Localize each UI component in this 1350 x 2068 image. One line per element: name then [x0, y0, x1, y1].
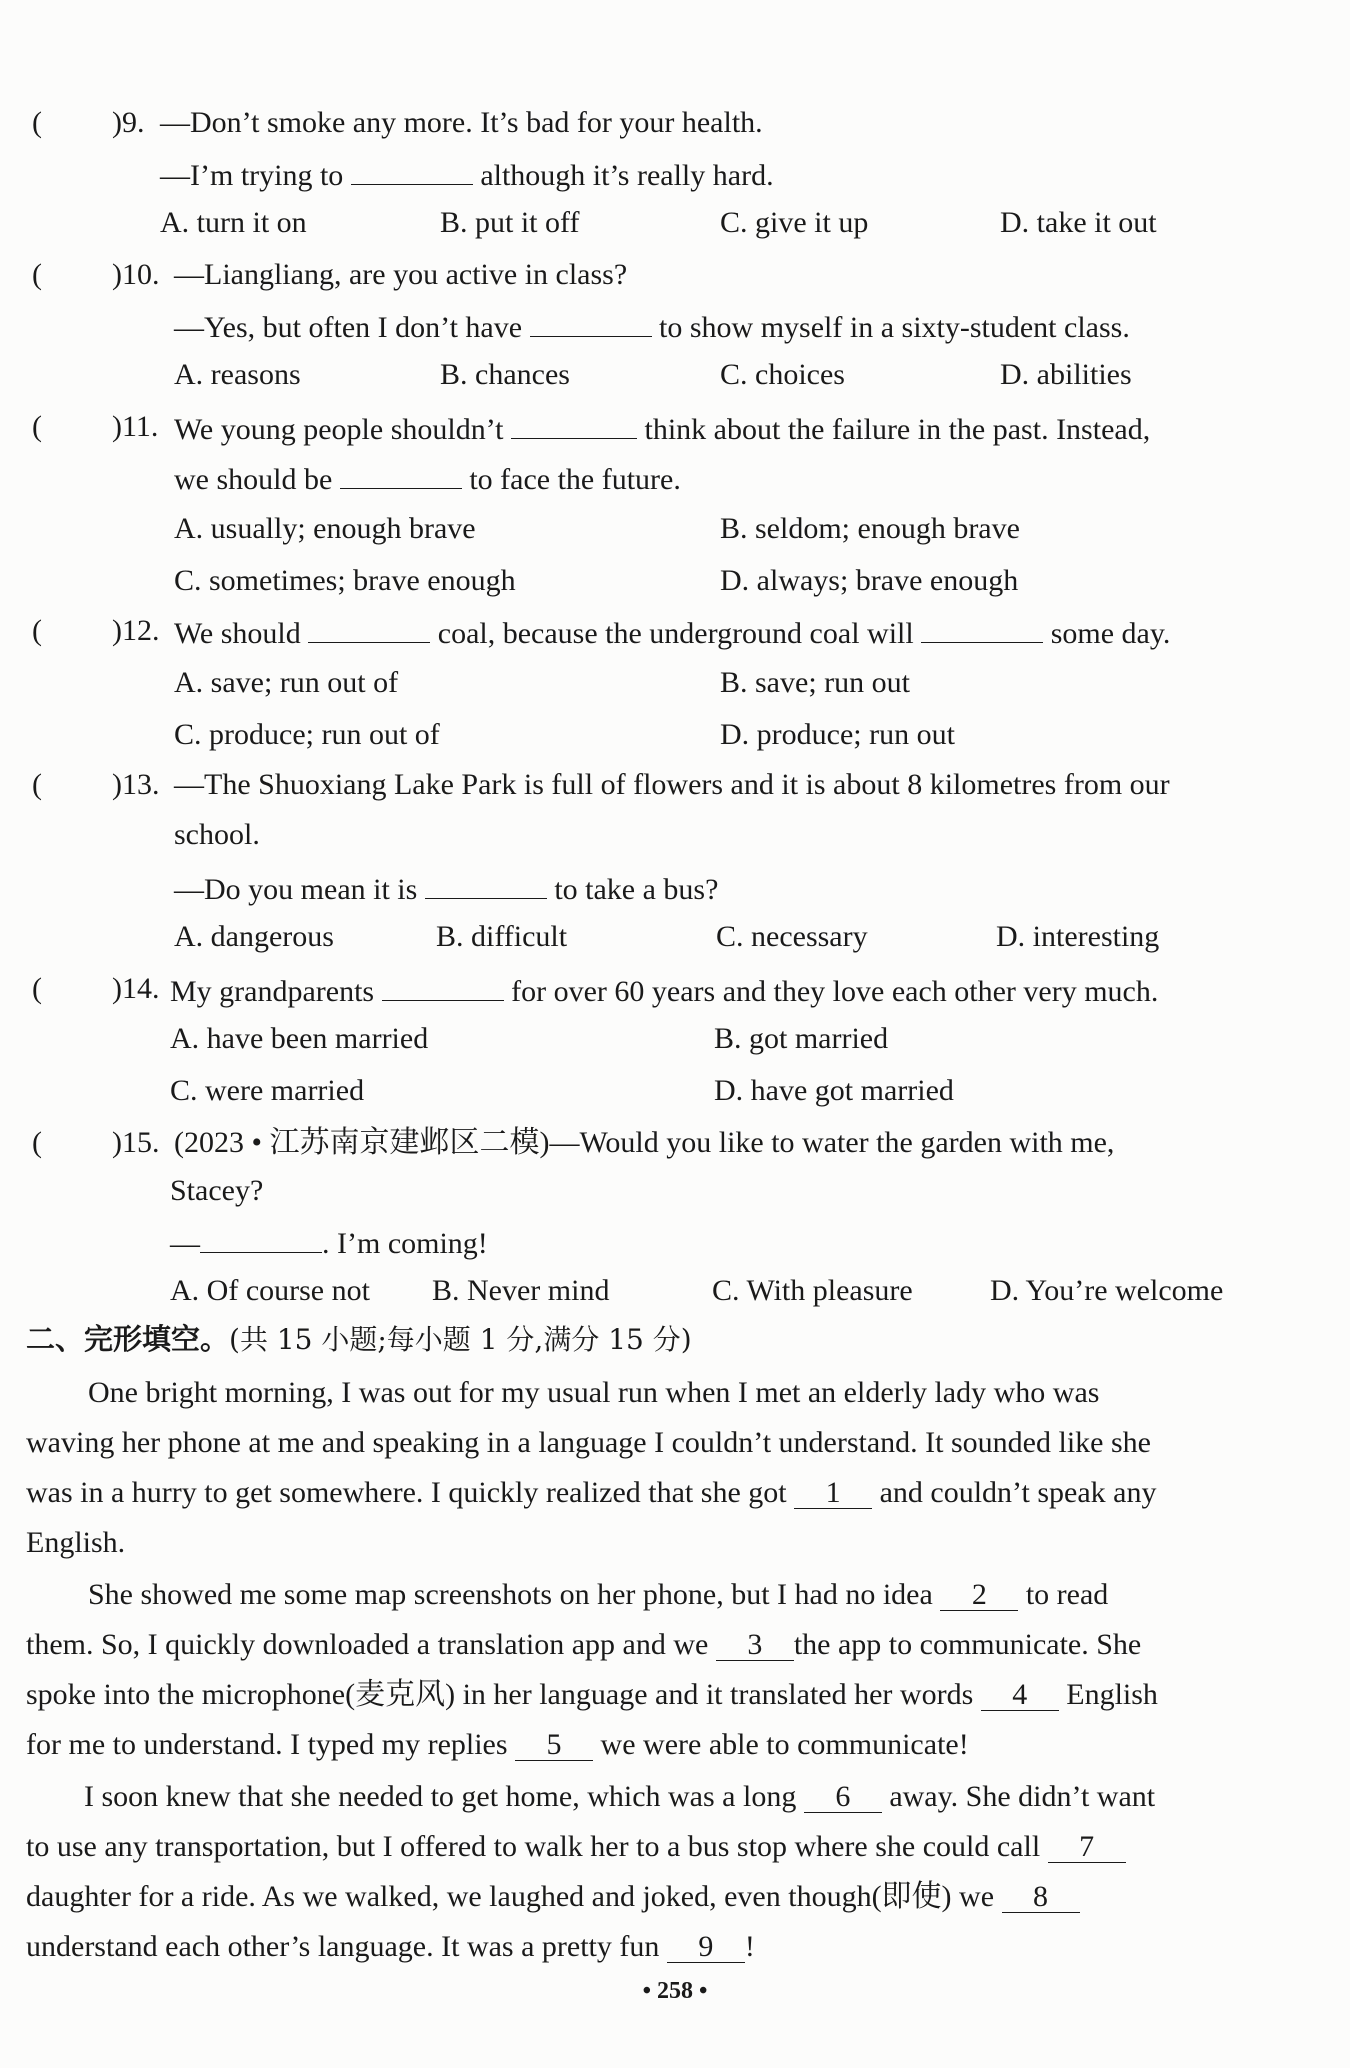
- option-d: D. produce; run out: [720, 718, 955, 751]
- cloze-blank-2[interactable]: 2: [940, 1580, 1018, 1611]
- option-a: A. usually; enough brave: [174, 512, 476, 545]
- question-line: we should be to face the future.: [174, 458, 681, 499]
- option-d: D. have got married: [714, 1074, 954, 1107]
- answer-blank[interactable]: [308, 612, 430, 643]
- option-c: C. necessary: [716, 920, 868, 953]
- section-heading: 二、完形填空。(共 15 小题;每小题 1 分,满分 15 分): [26, 1322, 692, 1356]
- question-number: )15.: [112, 1126, 160, 1159]
- question-line: — . I’m coming!: [170, 1222, 488, 1263]
- answer-paren: (: [32, 614, 42, 647]
- answer-paren: (: [32, 258, 42, 291]
- option-b: B. got married: [714, 1022, 889, 1055]
- option-b: B. put it off: [440, 206, 580, 239]
- question-number: )13.: [112, 768, 160, 801]
- cloze-blank-3[interactable]: 3: [716, 1630, 794, 1661]
- answer-blank[interactable]: [530, 306, 652, 337]
- question-line: —Don’t smoke any more. It’s bad for your health.: [160, 106, 763, 139]
- option-a: A. turn it on: [160, 206, 307, 239]
- option-b: B. save; run out: [720, 666, 910, 699]
- question-number: )10.: [112, 258, 160, 291]
- option-b: B. Never mind: [432, 1274, 610, 1307]
- passage-line: She showed me some map screenshots on her phone, but I had no idea 2 to read: [88, 1578, 1109, 1611]
- option-d: D. You’re welcome: [990, 1274, 1224, 1307]
- question-line: We young people shouldn’t think about the failure in the past. Instead,: [174, 408, 1150, 449]
- answer-blank[interactable]: [921, 612, 1043, 643]
- page-number: • 258 •: [642, 1978, 708, 2004]
- question-line: My grandparents for over 60 years and they love each other very much.: [170, 970, 1158, 1011]
- option-a: A. Of course not: [170, 1274, 370, 1307]
- option-c: C. were married: [170, 1074, 365, 1107]
- option-d: D. always; brave enough: [720, 564, 1019, 597]
- option-b: B. seldom; enough brave: [720, 512, 1020, 545]
- passage-line: daughter for a ride. As we walked, we laughed and joked, even though(即使) we 8: [26, 1878, 1080, 1916]
- passage-line: waving her phone at me and speaking in a language I couldn’t understand. It sounded like she: [26, 1426, 1151, 1459]
- question-line: school.: [174, 818, 260, 851]
- question-line: —Yes, but often I don’t have to show myself in a sixty-student class.: [174, 306, 1130, 347]
- cloze-blank-1[interactable]: 1: [794, 1478, 872, 1509]
- cloze-blank-9[interactable]: 9: [667, 1932, 745, 1963]
- question-line: —I’m trying to although it’s really hard.: [160, 154, 774, 195]
- answer-paren: (: [32, 1126, 42, 1159]
- option-c: C. With pleasure: [712, 1274, 913, 1307]
- option-a: A. save; run out of: [174, 666, 399, 699]
- answer-blank[interactable]: [340, 458, 462, 489]
- question-number: )11.: [112, 410, 159, 443]
- answer-blank[interactable]: [351, 154, 473, 185]
- answer-paren: (: [32, 972, 42, 1005]
- passage-line: was in a hurry to get somewhere. I quickly realized that she got 1 and couldn’t speak any: [26, 1476, 1157, 1509]
- option-c: C. produce; run out of: [174, 718, 440, 751]
- option-c: C. choices: [720, 358, 845, 391]
- passage-line: I soon knew that she needed to get home, which was a long 6 away. She didn’t want: [84, 1780, 1156, 1813]
- cloze-blank-5[interactable]: 5: [515, 1730, 593, 1761]
- passage-line: understand each other’s language. It was a pretty fun 9 !: [26, 1930, 755, 1963]
- option-a: A. dangerous: [174, 920, 334, 953]
- option-d: D. abilities: [1000, 358, 1132, 391]
- cloze-blank-4[interactable]: 4: [981, 1680, 1059, 1711]
- answer-paren: (: [32, 768, 42, 801]
- option-a: A. have been married: [170, 1022, 429, 1055]
- answer-blank[interactable]: [382, 970, 504, 1001]
- option-c: C. sometimes; brave enough: [174, 564, 516, 597]
- question-line: (2023 • 江苏南京建邺区二模)—Would you like to water the garden with me,: [174, 1126, 1115, 1159]
- passage-line: One bright morning, I was out for my usual run when I met an elderly lady who was: [88, 1376, 1100, 1409]
- answer-blank[interactable]: [425, 868, 547, 899]
- cloze-blank-6[interactable]: 6: [804, 1782, 882, 1813]
- question-line: —The Shuoxiang Lake Park is full of flowers and it is about 8 kilometres from our: [174, 768, 1170, 801]
- option-c: C. give it up: [720, 206, 869, 239]
- option-d: D. take it out: [1000, 206, 1157, 239]
- option-b: B. chances: [440, 358, 570, 391]
- question-number: )14.: [112, 972, 160, 1005]
- answer-paren: (: [32, 410, 42, 443]
- answer-blank[interactable]: [511, 408, 637, 439]
- section-note: (共 15 小题;每小题 1 分,满分 15 分): [229, 1323, 692, 1356]
- question-line: Stacey?: [170, 1174, 264, 1207]
- passage-line: for me to understand. I typed my replies 5 we were able to communicate!: [26, 1728, 969, 1761]
- option-a: A. reasons: [174, 358, 301, 391]
- question-line: —Do you mean it is to take a bus?: [174, 868, 718, 909]
- passage-line: them. So, I quickly downloaded a translation app and we 3 the app to communicate. She: [26, 1628, 1142, 1661]
- option-b: B. difficult: [436, 920, 568, 953]
- passage-line: to use any transportation, but I offered to walk her to a bus stop where she could call 7: [26, 1828, 1126, 1866]
- passage-line: English.: [26, 1526, 126, 1559]
- cloze-blank-8[interactable]: 8: [1002, 1882, 1080, 1913]
- question-line: —Liangliang, are you active in class?: [174, 258, 628, 291]
- answer-paren: (: [32, 106, 42, 139]
- question-number: )12.: [112, 614, 160, 647]
- question-number: )9.: [112, 106, 145, 139]
- option-d: D. interesting: [996, 920, 1160, 953]
- passage-line: spoke into the microphone(麦克风) in her language and it translated her words 4 English: [26, 1678, 1158, 1711]
- answer-blank[interactable]: [200, 1222, 322, 1253]
- question-line: We should coal, because the underground coal will some day.: [174, 612, 1170, 653]
- cloze-blank-7[interactable]: 7: [1048, 1832, 1126, 1863]
